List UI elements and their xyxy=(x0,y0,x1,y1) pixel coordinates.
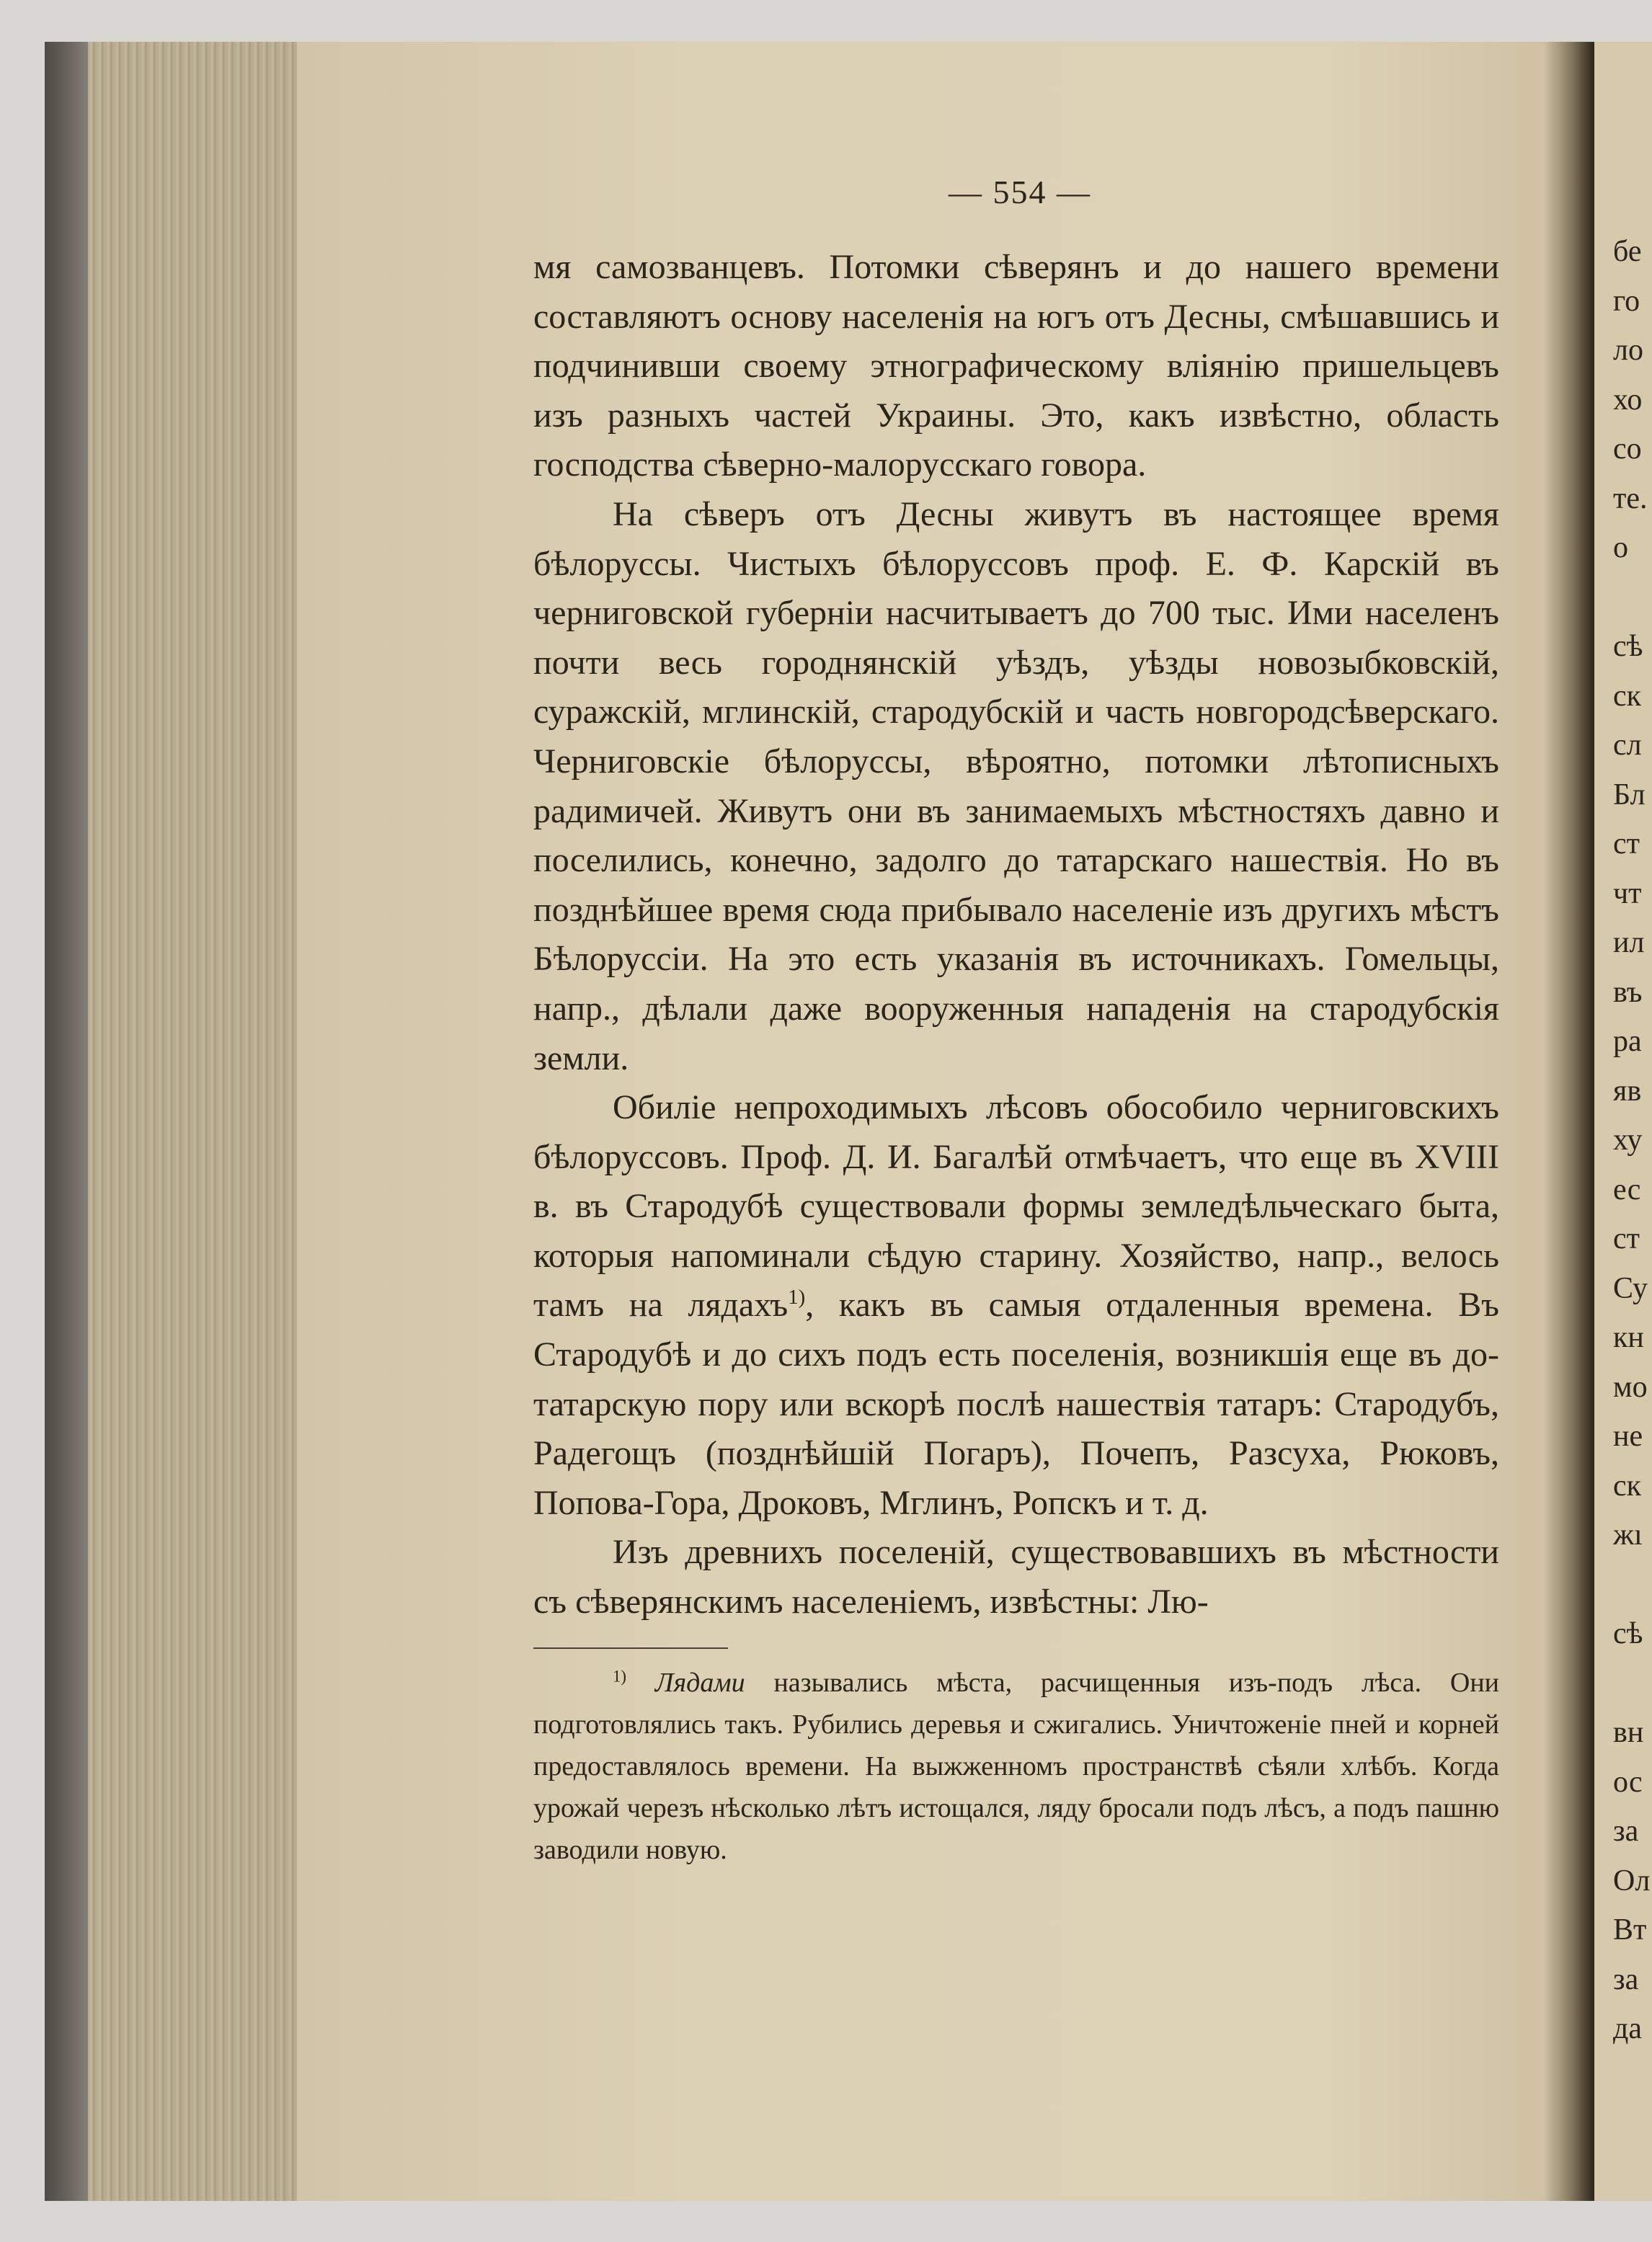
next-page-fragment: ил xyxy=(1613,926,1645,959)
next-page-fragment: ху xyxy=(1613,1124,1643,1157)
next-page-fragment: ст xyxy=(1613,1222,1640,1255)
footnote-divider xyxy=(533,1647,728,1649)
next-page-fragment: ло xyxy=(1613,334,1643,367)
next-page-fragment: да xyxy=(1613,2012,1643,2045)
next-page-fragment: за xyxy=(1613,1962,1639,1996)
page-text xyxy=(533,173,1499,1871)
footnote-reference[interactable]: 1) xyxy=(788,1286,806,1309)
book-gutter xyxy=(1544,42,1594,2201)
next-page-fragment: ра xyxy=(1613,1025,1642,1058)
paragraph-3-start: Обиліе непроходимыхъ лѣсовъ обособило черниговскихъ бѣлоруссовъ. Проф. Д. И. Багалѣй отмѣчаетъ, что еще въ XVIII в. въ Стародубѣ существовали формы земледѣльческаго быта, которыя напоминали сѣдую старину. Хозяйство, напр., велось тамъ на лядахъ xyxy=(533,1088,1499,1325)
next-page-fragment: въ xyxy=(1613,975,1643,1009)
next-page-fragment: сѣ xyxy=(1613,630,1643,663)
next-page-fragment: жı xyxy=(1613,1518,1643,1552)
next-page-fragment: ст xyxy=(1613,827,1640,860)
paragraph-4: Изъ древнихъ поселеній, существовавшихъ въ мѣстности съ сѣверянскимъ населеніемъ, извѣстны: Лю- xyxy=(533,1533,1499,1622)
footnote-text: назывались мѣста, расчищенныя изъ-подъ лѣса. Они подготовлялись такъ. Рубились деревья и сжигались. Уничтоженіе пней и корней предоставлялось времени. На выжженномъ пространствѣ сѣяли хлѣбъ. Когда урожай черезъ нѣсколько лѣтъ истощался, ляду бросали подъ лѣсъ, а подъ пашню заводили новую. xyxy=(533,1667,1500,1865)
page-stack-edge xyxy=(88,42,297,2201)
next-page-fragment: ск xyxy=(1613,679,1642,713)
next-page-fragment: сѣ xyxy=(1613,1617,1643,1650)
next-page-fragment: те. xyxy=(1613,481,1648,515)
next-page-fragment: ес xyxy=(1613,1173,1641,1206)
next-page-fragment: яв xyxy=(1613,1074,1642,1108)
next-page-fragment: сл xyxy=(1613,729,1642,762)
next-page-fragment: со xyxy=(1613,432,1642,466)
footnote xyxy=(533,1662,1499,1871)
next-page-fragment: Вт xyxy=(1613,1913,1647,1947)
next-page-fragment: мо xyxy=(1613,1370,1648,1404)
next-page-fragment: ос xyxy=(1613,1765,1643,1799)
next-page-fragment: Бл xyxy=(1613,778,1646,811)
next-page-fragment: не xyxy=(1613,1420,1643,1453)
paragraph-3 xyxy=(533,1083,1499,1528)
paragraph-1: мя самозванцевъ. Потомки сѣверянъ и до нашего времени составляютъ основу населенія на югъ отъ Десны, смѣшавшись и подчинивши своему этнографическому вліянію пришельцевъ изъ разныхъ частей Украины. Это, какъ извѣстно, область господства сѣверно-малорусскаго говора. xyxy=(533,248,1499,484)
footnote-marker: 1) xyxy=(613,1666,626,1685)
page-number: — 554 — xyxy=(949,174,1091,210)
next-page-fragment: о xyxy=(1613,531,1628,564)
paragraph-2: На сѣверъ отъ Десны живутъ въ настоящее время бѣлоруссы. Чистыхъ бѣлоруссовъ проф. Е. Ф. Карскій въ черниговской губерніи насчитываетъ до 700 тыс. Ими населенъ почти весь городнянскій уѣздъ, уѣзды новозыбковскій, суражскій, мглинскій, стародубскій и часть новгородсѣверскаго. Черниговскіе бѣлоруссы, вѣроятно, потомки лѣтописныхъ радимичей. Живутъ они въ занимаемыхъ мѣстностяхъ давно и поселились, конечно, задолго до татарскаго нашествія. Но въ позднѣйшее время сюда прибывало населеніе изъ другихъ мѣстъ Бѣлоруссіи. На это есть указанія въ источникахъ. Гомельцы, напр., дѣлали даже вооруженныя нападенія на стародубскія земли. xyxy=(533,494,1499,1077)
next-page-fragment: Ол xyxy=(1613,1864,1651,1898)
next-page-fragment: ск xyxy=(1613,1469,1642,1503)
book-cover-edge xyxy=(45,42,88,2201)
next-page-strip xyxy=(1594,42,1652,2201)
next-page-fragment: Су xyxy=(1613,1271,1648,1305)
next-page-fragment: вн xyxy=(1613,1716,1644,1749)
footnote-term: Лядами xyxy=(654,1667,745,1698)
next-page-fragment: го xyxy=(1613,284,1640,318)
paragraph-3-end: , какъ въ самыя отдаленныя времена. Въ Стародубѣ и до сихъ подъ есть поселенія, возникшія еще въ до-татарскую пору или вскорѣ послѣ нашествія татаръ: Стародубъ, Радегощъ (позднѣйшій Погаръ), Почепъ, Разсуха, Рюковъ, Попова-Гора, Дроковъ, Мглинъ, Ропскъ и т. д. xyxy=(533,1286,1499,1522)
next-page-fragment: кн xyxy=(1613,1321,1644,1354)
next-page-fragment: бе xyxy=(1613,235,1642,268)
next-page-fragment: хо xyxy=(1613,383,1643,417)
next-page-fragment: чт xyxy=(1613,876,1642,910)
next-page-fragment: за xyxy=(1613,1815,1639,1848)
